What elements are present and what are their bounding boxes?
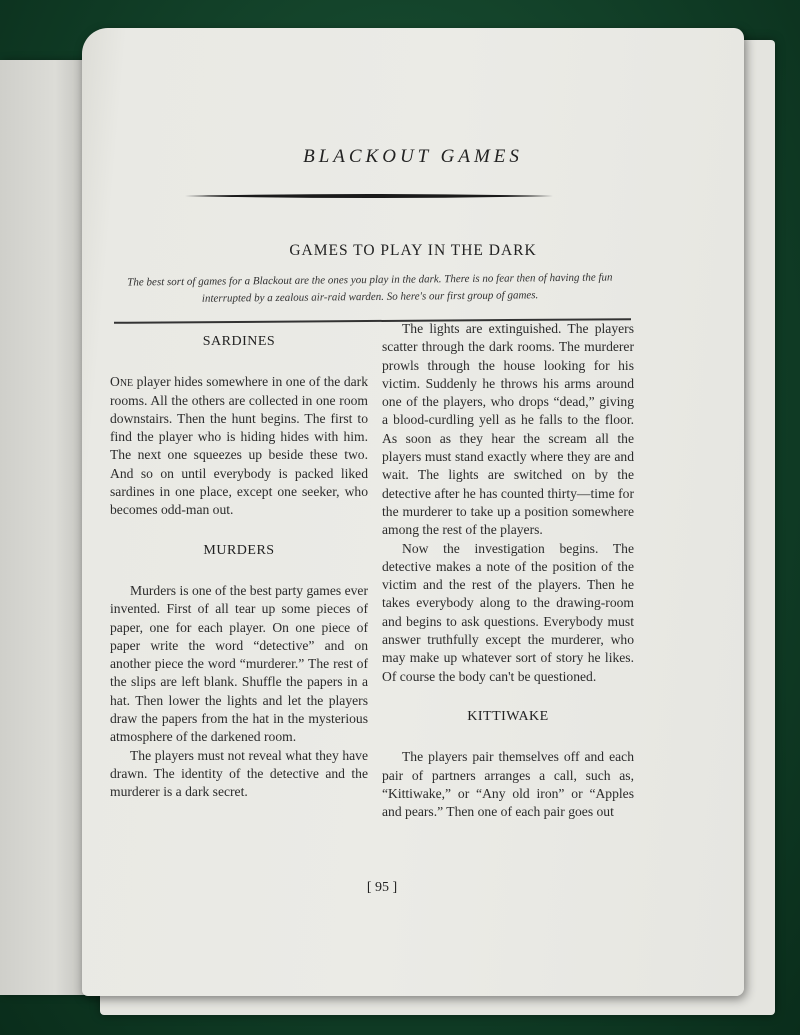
intro-text: The best sort of games for a Blackout are the ones you play in the dark. There is no fear then of having the fun interrupted by a zealous air-raid warden. So here's our first group of games. [127,271,613,305]
heading-sardines: SARDINES [202,334,276,349]
right-column [382,321,634,821]
sardines-text: player hides somewhere in one of the dark rooms. All the others are collected in one room downstairs. Then the hunt begins. The first to find the player who is hiding hides with him. The next one squeezes up beside these two. And so on until everybody is packed liked sardines in one place, except one seeker, who becomes odd-man out. [110,374,368,518]
page-number: [ 95 ] [366,880,398,895]
sardines-first-word: One [110,374,134,390]
murders-paragraph-4: Now the investigation begins. The detective makes a note of the position of the victim and the rest of the players. Then he takes everybody along to the drawing-room and begins to ask questions. Everybody must answer truthfully except the murderer, who may make up whatever sort of story he likes. Of course the body can't be questioned. [382,540,634,684]
kittiwake-paragraph: The players pair themselves off and each pair of partners arranges a call, such as, “Kittiwake,” or “Any old iron” or “Apples and pears.” Then one of each pair goes out [382,749,634,820]
sardines-paragraph [110,373,368,519]
book-page [82,28,744,996]
murders-paragraph-3: The lights are extinguished. The players scatter through the dark rooms. The murderer prowls through the house looking for his victim. Suddenly he throws his arms around one of the players, who drops “dead,” giving a blood-curdling yell as he falls to the floor. As soon as they hear the scream all the players must stand exactly where they are and wait. The lights are switched on by the detective after he has counted thirty—time for the murderer to take up a position somewhere among the rest of the players. [382,321,634,538]
running-title: BLACKOUT GAMES [303,146,523,167]
murders-paragraph-1: Murders is one of the best party games ever invented. First of all tear up some pieces of paper, one for each player. On one piece of paper write the word “detective” and on another piece the word “murderer.” The rest of the slips are left blank. Shuffle the papers in a hat. Then lower the lights and let the players draw the papers from the hat in the mysterious atmosphere of the darkened room. [110,582,368,745]
heading-kittiwake: KITTIWAKE [467,708,549,724]
section-title: GAMES TO PLAY IN THE DARK [289,242,537,259]
heading-murders: MURDERS [203,542,275,558]
left-column [110,333,368,802]
murders-paragraph-2: The players must not reveal what they have drawn. The identity of the detective and the murderer is a dark secret. [110,747,368,800]
facing-page-edge [0,60,92,995]
header-rule [185,193,553,199]
